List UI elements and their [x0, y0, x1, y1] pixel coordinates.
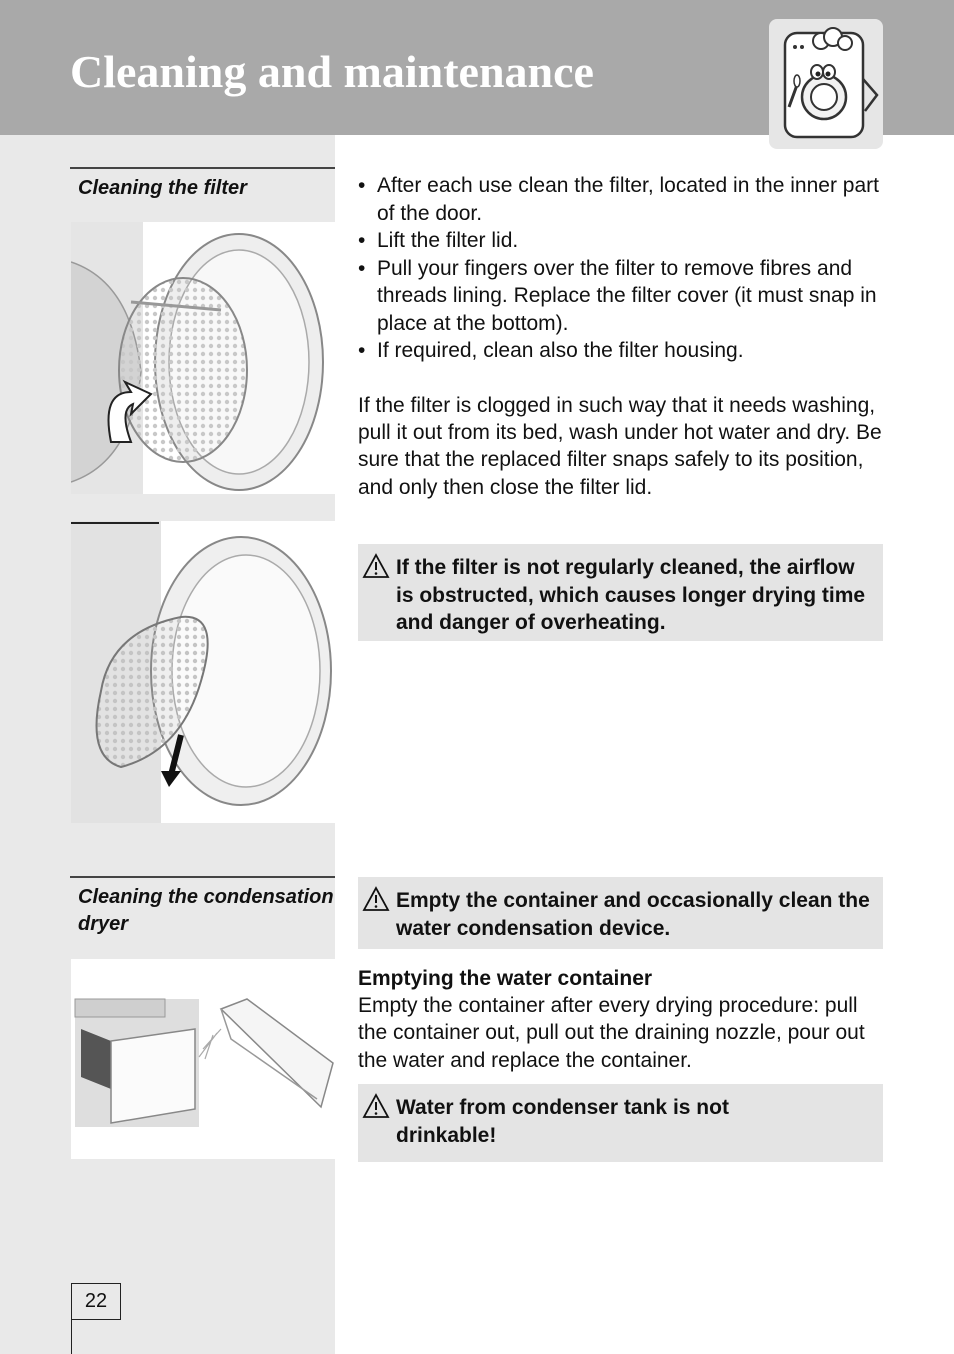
emptying-container-block — [358, 965, 886, 1074]
filter-lift-illustration — [71, 222, 335, 494]
page-number: 22 — [71, 1283, 121, 1320]
filter-washing-paragraph: If the filter is clogged in such way that it needs washing, pull it out from its bed, wash under hot water and dry. Be sure that the replaced filter snaps safely to its position, and only then close the filter lid. — [358, 394, 882, 499]
section-heading-filter — [70, 167, 335, 222]
page-title: Cleaning and maintenance — [70, 46, 594, 97]
mascot-washing-machine-icon — [769, 19, 883, 149]
emptying-container-heading: Emptying the water container — [358, 967, 653, 990]
warning-text: If the filter is not regularly cleaned, the airflow is obstructed, which causes longer drying time and danger of overheating. — [396, 556, 866, 634]
list-item: • Lift the filter lid. — [358, 227, 888, 255]
page-header — [0, 0, 954, 135]
warning-text: Empty the container and occasionally clean the water condensation device. — [396, 889, 870, 940]
warning-triangle-icon — [362, 553, 390, 579]
list-item: • Pull your fingers over the filter to remove fibres and threads lining. Replace the filter cover (it must snap in place at the bottom). — [358, 255, 888, 338]
list-item: • After each use clean the filter, located in the inner part of the door. — [358, 172, 888, 227]
warning-triangle-icon — [362, 886, 390, 912]
filter-instructions-list — [358, 172, 888, 365]
drinkable-warning-box — [358, 1084, 883, 1162]
emptying-container-paragraph: Empty the container after every drying procedure: pull the container out, pull out the draining nozzle, pour out the water and replace the container. — [358, 994, 865, 1072]
warning-text: Water from condenser tank is not drinkable! — [396, 1096, 729, 1147]
filter-warning-box — [358, 544, 883, 641]
warning-triangle-icon — [362, 1093, 390, 1119]
condensation-warning-box — [358, 877, 883, 949]
section-heading-text: Cleaning the filter — [78, 177, 247, 199]
section-heading-condensation — [70, 876, 335, 960]
page-number-rule — [71, 1320, 72, 1354]
filter-pull-out-illustration — [71, 521, 335, 823]
section-heading-text: Cleaning the condensation dryer — [78, 886, 334, 935]
list-item: • If required, clean also the filter housing. — [358, 337, 888, 365]
water-container-illustration — [71, 959, 335, 1159]
